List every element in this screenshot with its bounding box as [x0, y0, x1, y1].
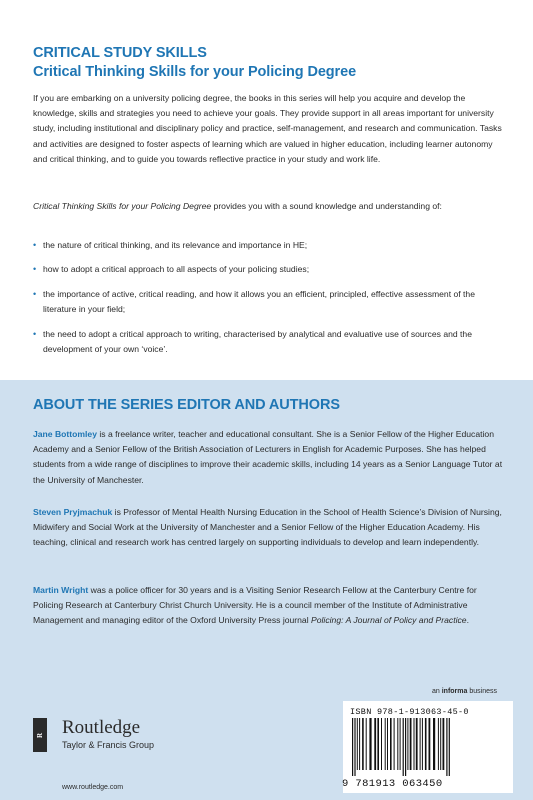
- journal-title: Policing: A Journal of Policy and Practice: [311, 615, 467, 626]
- barcode-bar: [438, 718, 439, 770]
- barcode-bar: [377, 718, 379, 770]
- barcode-bar: [420, 718, 421, 770]
- barcode-bar: [410, 718, 412, 770]
- provides-paragraph: [33, 199, 503, 214]
- barcode-bar: [362, 718, 364, 770]
- barcode-bar: [403, 718, 404, 776]
- barcode-bar: [400, 718, 401, 770]
- barcode-bar: [407, 718, 408, 770]
- list-item: • the need to adopt a critical approach to writing, characterised by analytical and evaluative use of sources and the development of your own ‘voice’.: [33, 327, 503, 357]
- barcode-bar: [387, 718, 388, 770]
- barcode-bar: [381, 718, 382, 770]
- barcode-bar: [354, 718, 355, 776]
- isbn-label: ISBN 978-1-913063-45-0: [350, 707, 469, 717]
- barcode-bar: [433, 718, 435, 770]
- publisher-group: Taylor & Francis Group: [62, 740, 155, 750]
- list-item: • how to adopt a critical approach to all aspects of your policing studies;: [33, 262, 503, 277]
- author-name: Martin Wright: [33, 585, 89, 595]
- bio-steven-pryjmachuk: [33, 505, 505, 551]
- barcode-bar: [449, 718, 450, 776]
- barcode-bar: [397, 718, 398, 770]
- barcode-bar: [429, 718, 431, 770]
- publisher-name: Routledge: [62, 717, 141, 738]
- barcode-bar: [390, 718, 392, 770]
- routledge-logo-icon: R: [33, 718, 47, 752]
- barcode-digits: 9 781913 063450: [342, 778, 443, 790]
- barcode-bar: [359, 718, 360, 770]
- informa-business: an informa business: [432, 688, 497, 695]
- provides-book-title: Critical Thinking Skills for your Policing Degree: [33, 201, 212, 211]
- bio-martin-wright: Martin Wright was a police officer for 30 years and is a Visiting Senior Research Fellow at the Canterbury Centre for Policing Research at Canterbury Christ Church University. He is a council member of the Institute of Administrative Management and managing editor of the Oxford University Press journal Policing: A Journal of Policy and Practice.: [33, 585, 477, 626]
- barcode-bar: [414, 718, 415, 770]
- barcode-bar: [440, 718, 441, 770]
- barcode-bar: [446, 718, 447, 776]
- bio-text: was a police officer for 30 years and is a Visiting Senior Research Fellow at the Canterbury Centre for Policing Research at Canterbury Christ Church University. He is a council member of the Institute of Administrative Management and managing editor of the Oxford University Press journal: [33, 585, 477, 626]
- barcode-icon: [350, 718, 508, 776]
- barcode-bar: [425, 718, 427, 770]
- about-heading: ABOUT THE SERIES EDITOR AND AUTHORS: [33, 397, 340, 413]
- barcode-bar: [357, 718, 358, 770]
- bio-jane-bottomley: [33, 427, 505, 488]
- barcode-bar: [369, 718, 371, 770]
- barcode-bar: [366, 718, 367, 770]
- author-name: Steven Pryjmachuk: [33, 507, 113, 517]
- bio-text: is a freelance writer, teacher and educational consultant. She is a Senior Fellow of the Higher Education Academy and a Senior Fellow of the British Association of Lecturers in English for Academic Purposes. She has helped students from a wide range of disciplines to improve their academic skills, including 14 years as a Senior Language Tutor at the University of Manchester.: [33, 429, 503, 485]
- publisher-url: www.routledge.com: [62, 784, 124, 791]
- barcode-bar: [352, 718, 353, 776]
- barcode-bar: [385, 718, 386, 770]
- intro-paragraph: If you are embarking on a university policing degree, the books in this series will help you acquire and develop the knowledge, skills and strategies you need to achieve your goals. They provide support in all areas important for university study, including institutional and disciplinary policy and practice, self-management, and research and communication. Tasks and activities are designed to foster aspects of learning which are valued in higher education, including learner autonomy and critical thinking, and to guide you towards reflective practice in your study and work life.: [33, 93, 502, 164]
- bio-text: is Professor of Mental Health Nursing Education in the School of Health Science’s Division of Nursing, Midwifery and Social Work at the University of Manchester and a Senior Fellow of the Higher Education Academy. His teaching, clinical and research work has centred largely on supporting individuals to develop and learn independently.: [33, 507, 502, 548]
- barcode-bar: [443, 718, 445, 770]
- barcode-bar: [422, 718, 423, 770]
- author-name: Jane Bottomley: [33, 429, 97, 439]
- book-title: Critical Thinking Skills for your Policing Degree: [33, 64, 357, 80]
- list-item: • the importance of active, critical reading, and how it allows you an efficient, principled, effective assessment of the literature in your field;: [33, 287, 503, 317]
- barcode-bar: [405, 718, 406, 776]
- barcode-bar: [394, 718, 395, 770]
- list-item: • the nature of critical thinking, and its relevance and importance in HE;: [33, 238, 503, 253]
- barcode-bar: [416, 718, 418, 770]
- series-title: CRITICAL STUDY SKILLS: [33, 45, 207, 61]
- barcode-bar: [374, 718, 376, 770]
- provides-text: provides you with a sound knowledge and understanding of:: [211, 201, 442, 211]
